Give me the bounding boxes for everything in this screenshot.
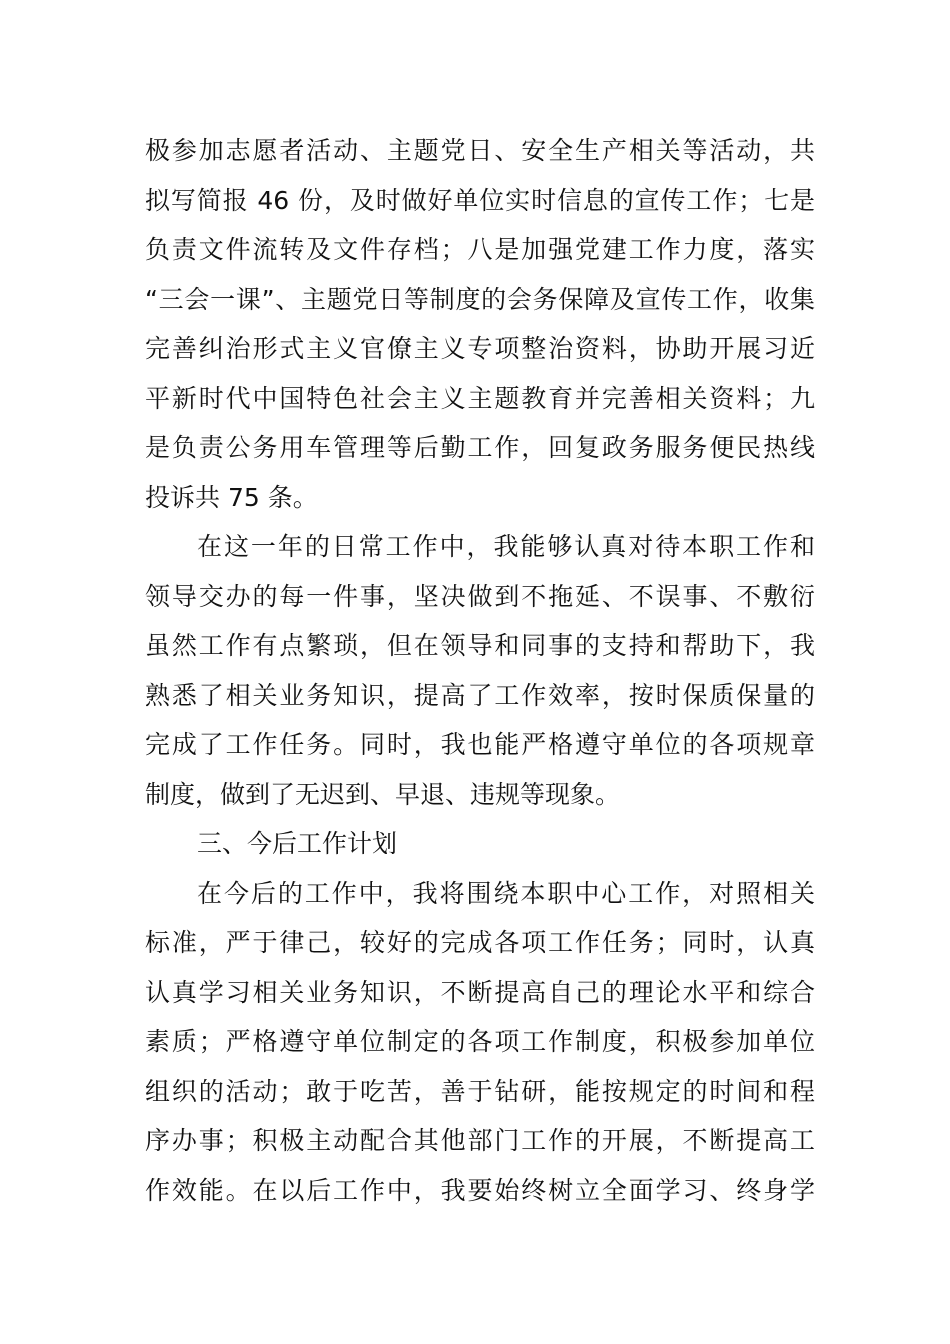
- text-line-6: 平新时代中国特色社会主义主题教育并完善相关资料；九: [145, 384, 815, 413]
- text-line-8: 投诉共 75 条。: [145, 483, 318, 512]
- text-line-10: 领导交办的每一件事，坚决做到不拖延、不误事、不敷衍: [145, 582, 815, 611]
- text-line-1: 极参加志愿者活动、主题党日、安全生产相关等活动，共: [145, 136, 815, 165]
- text-line-19: 素质；严格遵守单位制定的各项工作制度，积极参加单位: [145, 1027, 815, 1056]
- text-line-2: 拟写简报 46 份，及时做好单位实时信息的宣传工作；七是: [145, 186, 815, 215]
- text-line-20: 组织的活动；敢于吃苦，善于钻研，能按规定的时间和程: [145, 1077, 815, 1106]
- text-line-5: 完善纠治形式主义官僚主义专项整治资料，协助开展习近: [145, 334, 815, 363]
- text-line-22: 作效能。在以后工作中，我要始终树立全面学习、终身学: [145, 1176, 815, 1205]
- text-line-18: 认真学习相关业务知识，不断提高自己的理论水平和综合: [145, 978, 815, 1007]
- text-line-11: 虽然工作有点繁琐，但在领导和同事的支持和帮助下，我: [145, 631, 815, 660]
- text-line-21: 序办事；积极主动配合其他部门工作的开展，不断提高工: [145, 1126, 815, 1155]
- text-line-13: 完成了工作任务。同时，我也能严格遵守单位的各项规章: [145, 730, 815, 759]
- text-line-14: 制度，做到了无迟到、早退、违规等现象。: [145, 780, 621, 809]
- section-heading: 三、今后工作计划: [197, 829, 398, 858]
- paragraph-first-line: 在这一年的日常工作中，我能够认真对待本职工作和: [197, 532, 815, 561]
- text-line-12: 熟悉了相关业务知识，提高了工作效率，按时保质保量的: [145, 681, 815, 710]
- paragraph-first-line: 在今后的工作中，我将围绕本职中心工作，对照相关: [197, 879, 815, 908]
- text-line-4: “三会一课”、主题党日等制度的会务保障及宣传工作，收集: [145, 285, 815, 314]
- text-line-17: 标准，严于律己，较好的完成各项工作任务；同时，认真: [145, 928, 815, 957]
- text-line-7: 是负责公务用车管理等后勤工作，回复政务服务便民热线: [145, 433, 815, 462]
- text-line-3: 负责文件流转及文件存档；八是加强党建工作力度，落实: [145, 235, 815, 264]
